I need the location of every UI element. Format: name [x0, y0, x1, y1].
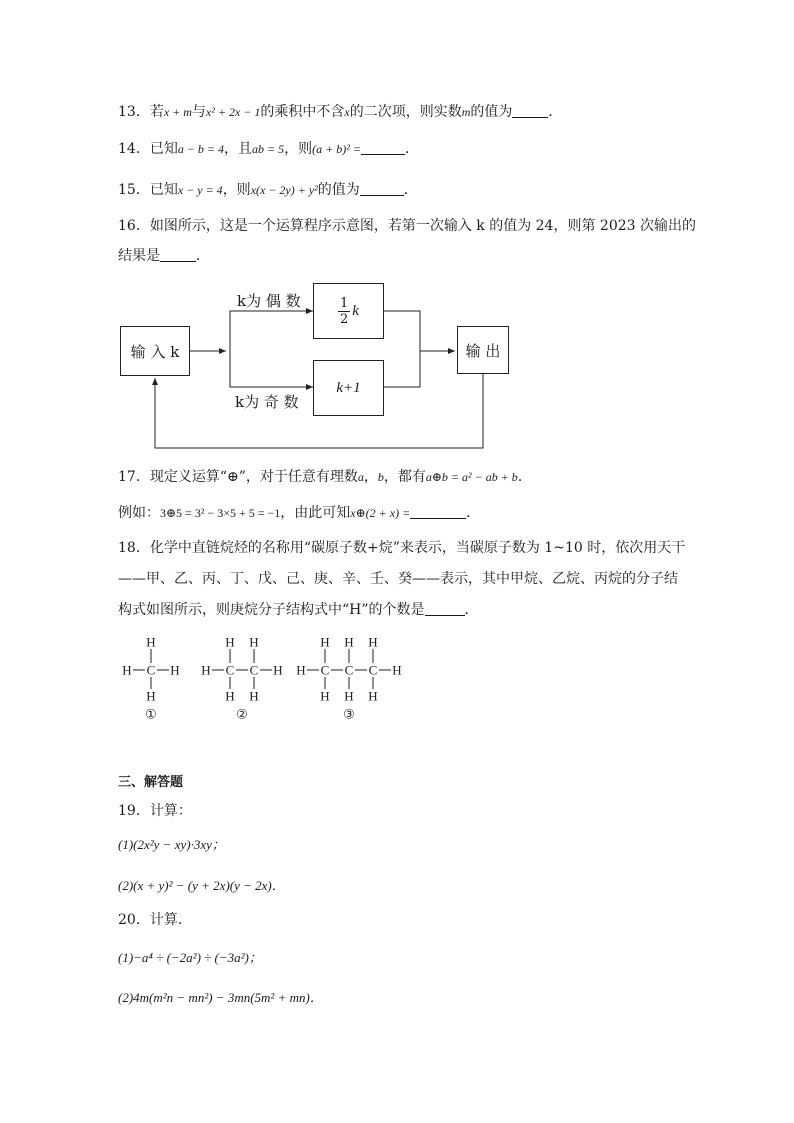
flowchart-arrows: [0, 0, 794, 470]
section-title: 三、解答题: [118, 775, 184, 790]
q15-expr1: x − y = 4: [177, 183, 223, 197]
q17-example: 3⊕5 = 3² − 3×5 + 5 = −1: [160, 506, 281, 520]
q13-num: 13．若: [118, 104, 164, 120]
q17-sep: ，: [363, 469, 378, 485]
question-19-title: 19．计算：: [118, 803, 192, 819]
q13-mid3: 的二次项，则实数: [349, 104, 462, 120]
q17-definition: a⊕b = a² − ab + b: [425, 470, 518, 484]
molecule-label-3: ③: [343, 706, 355, 722]
q13-mid1: 与: [191, 104, 206, 120]
q17-text: 17．现定义运算“⊕”，对于任意有理数: [118, 469, 358, 485]
atom-h: H: [146, 688, 156, 704]
q18-text-line1: 18．化学中直链烷烃的名称用“碳原子数+烷”来表示，当碳原子数为 1~10 时，依次用天干: [118, 540, 686, 556]
atom-h: H: [225, 634, 235, 650]
q17-end: ．: [517, 469, 532, 485]
question-17-example: [118, 503, 480, 523]
q13-var: x: [344, 105, 350, 119]
atom-h: H: [170, 662, 180, 678]
question-17: [118, 467, 532, 487]
atom-h: H: [368, 688, 378, 704]
q14-mid1: ，且: [224, 141, 253, 157]
q14-expr3: (a + b)² =: [312, 142, 361, 156]
q13-var2: m: [461, 105, 471, 119]
molecule-structures: [0, 630, 794, 725]
q14-mid2: ，则: [284, 141, 313, 157]
q17-example-end: ．: [466, 505, 481, 521]
q18-answer-blank[interactable]: [425, 601, 465, 616]
atom-h: H: [146, 634, 156, 650]
atom-h: H: [201, 662, 211, 678]
molecule-label-1: ①: [145, 706, 157, 722]
atom-h: H: [122, 662, 132, 678]
question-19-part2: (2)(x + y)² − (y + 2x)(y − 2x)．: [118, 878, 285, 893]
q13-end: ．: [548, 104, 563, 120]
fraction-numerator: 1: [340, 295, 349, 311]
atom-c: C: [225, 662, 235, 678]
q17-answer-blank[interactable]: [410, 504, 466, 519]
branch-even-line: [230, 311, 313, 351]
ethane-structure: [201, 635, 282, 722]
q13-expr1: x + m: [163, 105, 192, 119]
branch-odd-line: [230, 351, 313, 387]
molecule-label-2: ②: [236, 706, 248, 722]
even-condition-label: k为 偶 数: [237, 292, 301, 310]
question-19-part1: (1)(2x²y − xy)·3xy；: [118, 837, 225, 852]
even-operation-box: [313, 283, 384, 339]
question-20-title: 20．计算．: [118, 912, 192, 928]
q17-var-b: b: [377, 470, 384, 484]
q17-mid: ，都有: [383, 469, 426, 485]
atom-c: C: [249, 662, 259, 678]
atom-h: H: [225, 688, 235, 704]
odd-operation-label: k+1: [336, 379, 361, 396]
atom-h: H: [273, 662, 283, 678]
question-20-part1: (1)−a⁴ ÷ (−2a²) ÷ (−3a²)；: [118, 950, 262, 965]
q13-mid2: 的乘积中不含: [260, 104, 345, 120]
atom-h: H: [296, 662, 306, 678]
atom-h: H: [249, 634, 259, 650]
output-box-label: 输 出: [465, 341, 501, 360]
q17-example-prefix: 例如：: [118, 505, 160, 521]
atom-h: H: [344, 688, 354, 704]
atom-h: H: [392, 662, 402, 678]
atom-h: H: [249, 688, 259, 704]
q16-end: ．: [196, 248, 210, 264]
atom-h: H: [344, 634, 354, 650]
atom-h: H: [320, 688, 330, 704]
atom-c: C: [344, 662, 354, 678]
q14-num: 14．已知: [118, 141, 178, 157]
q15-tail: 的值为: [317, 182, 360, 198]
q15-mid1: ，则: [222, 182, 251, 198]
q18-text-line2: ——甲、乙、丙、丁、戊、己、庚、辛、壬、癸——表示，其中甲烷、乙烷、丙烷的分子结: [118, 571, 678, 587]
q17-example-mid: ，由此可知: [280, 505, 351, 521]
q16-text-line2: 结果是: [118, 248, 160, 264]
fraction-variable: k: [352, 302, 359, 319]
odd-condition-label: k为 奇 数: [235, 393, 299, 411]
atom-h: H: [320, 634, 330, 650]
question-20-part2: (2)4m(m²n − mn²) − 3mn(5m² + mn)．: [118, 990, 323, 1005]
input-box-label: 输 入 k: [130, 342, 180, 361]
odd-operation-box: [313, 360, 384, 416]
half-fraction: [338, 296, 350, 327]
q18-text-line3: 构式如图所示，则庚烷分子结构式中“H”的个数是: [118, 602, 425, 618]
q18-end: ．: [464, 602, 479, 618]
q17-var-a: a: [357, 470, 364, 484]
q14-end: ．: [404, 141, 419, 157]
q13-expr2: x² + 2x − 1: [205, 105, 261, 119]
q15-expr2: x(x − 2y) + y²: [250, 183, 318, 197]
q15-num: 15．已知: [118, 182, 178, 198]
output-box: [457, 326, 509, 374]
question-18-line1: [118, 538, 685, 558]
q13-tail: 的值为: [470, 104, 513, 120]
atom-c: C: [146, 662, 156, 678]
q16-text-line1: 16．如图所示，这是一个运算程序示意图，若第一次输入 k 的值为 24，则第 2023 次输出的: [118, 218, 696, 234]
atom-c: C: [368, 662, 378, 678]
q14-expr1: a − b = 4: [177, 142, 225, 156]
odd-to-merge-line: [384, 351, 420, 387]
fraction-denominator: 2: [340, 311, 349, 327]
question-18-line2: [118, 569, 678, 589]
even-to-merge-line: [384, 311, 420, 351]
atom-c: C: [320, 662, 330, 678]
atom-h: H: [368, 634, 378, 650]
q17-ask: x⊕(2 + x) =: [350, 506, 411, 520]
q14-expr2: ab = 5: [252, 142, 285, 156]
input-box: [120, 326, 190, 376]
question-18-line3: [118, 600, 479, 620]
q15-end: ．: [403, 182, 418, 198]
